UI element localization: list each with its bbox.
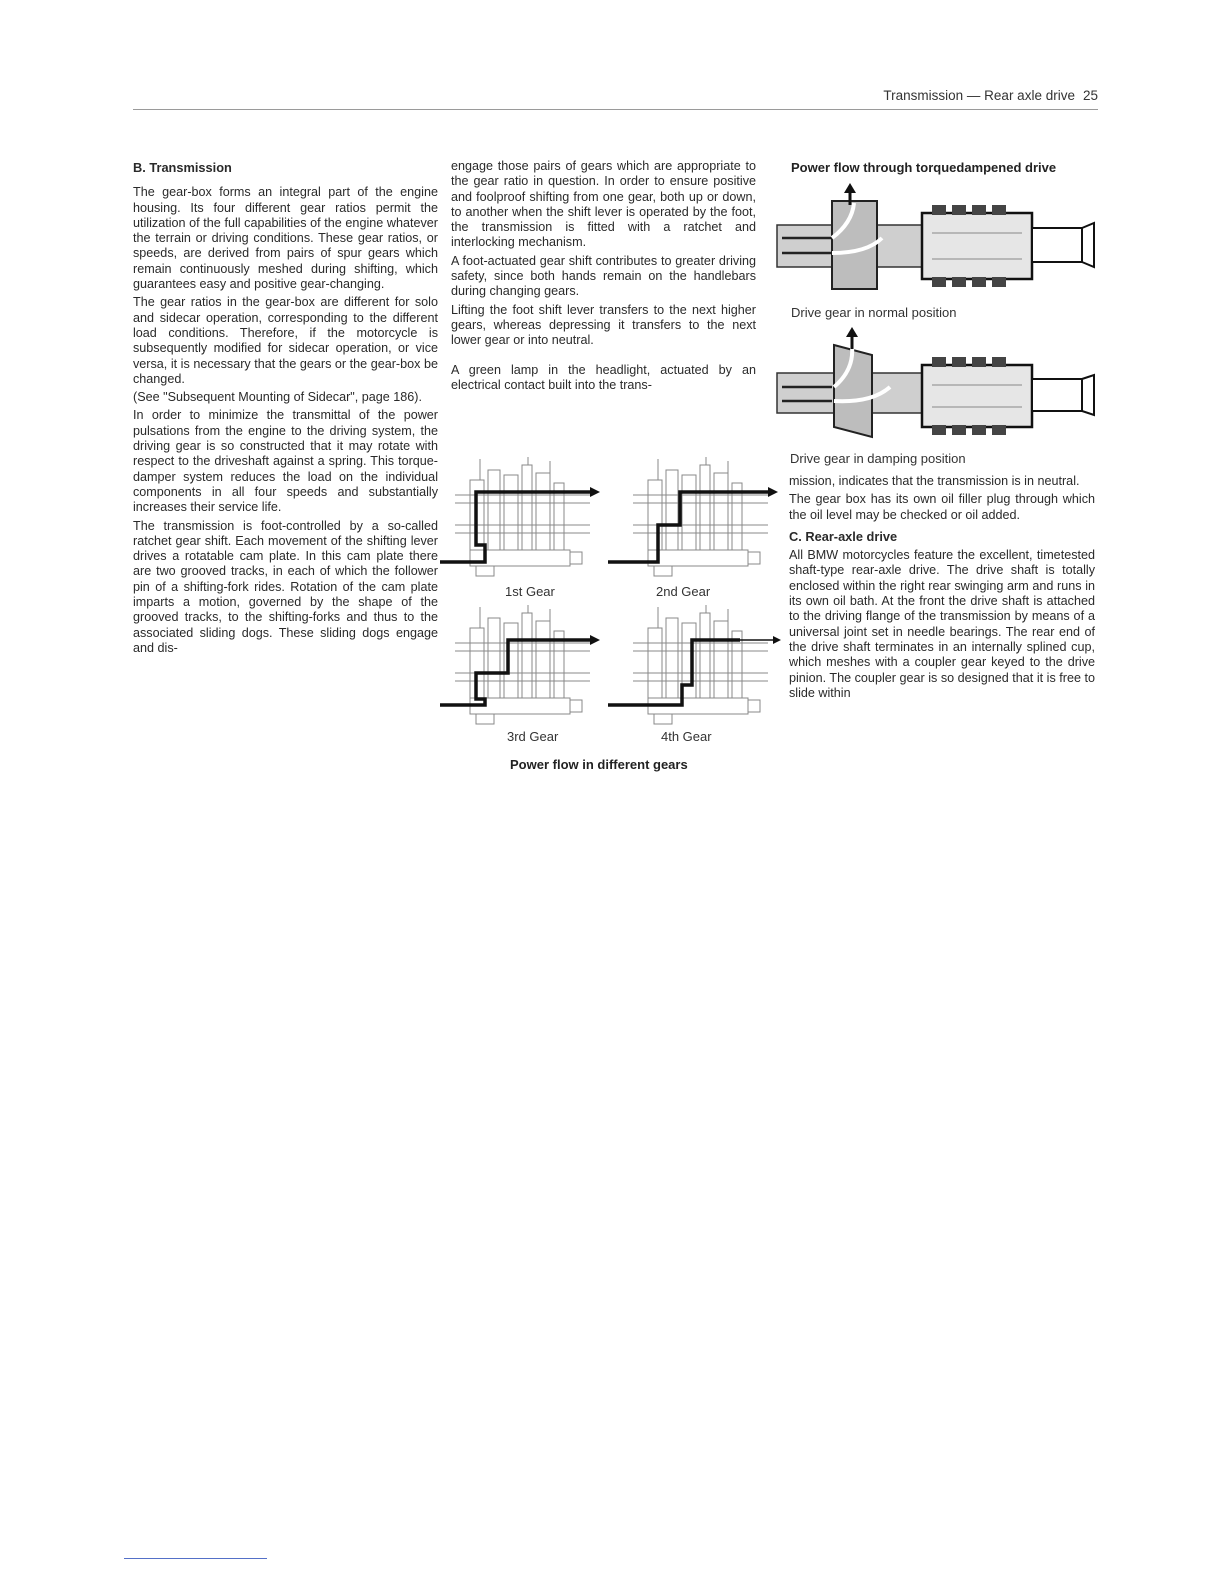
column-3 <box>789 474 1095 704</box>
gear-1-label: 1st Gear <box>505 584 555 599</box>
drive-normal-caption: Drive gear in normal position <box>791 305 957 320</box>
column-2 <box>451 159 756 396</box>
column-3-paragraph-3: All BMW motorcycles feature the excellent, timetested shaft-type rear-axle drive. The drive shaft is totally enclosed within the right rear swinging arm and runs in its own oil bath. At the front the drive shaft is attached to the driving flange of the transmission by means of a universal joint set in needle bearings. The rear end of the drive shaft terminates in an internally splined cup, which meshes with a coupler gear keyed to the drive pinion. The coupler gear is so designed that it is free to slide within <box>789 548 1095 700</box>
section-c-heading: C. Rear-axle drive <box>789 528 898 544</box>
section-b-paragraph-3: (See "Subsequent Mounting of Sidecar", page 186). <box>133 390 422 405</box>
footnote-rule <box>124 1558 267 1559</box>
section-b-paragraph-1: The gear-box forms an integral part of the engine housing. Its four different gear ratios permit the utilization of the full capabilities of the engine whatever the terrain or driving conditions. These gear ratios, or speeds, are derived from pairs of spur gears which remain continuously meshed during shifting, which guarantees easy and positive gear-changing. <box>133 185 438 292</box>
gear-2-diagram <box>608 457 778 576</box>
gear-4-diagram <box>608 605 781 724</box>
gear-3-label: 3rd Gear <box>507 729 559 744</box>
section-b-heading: B. Transmission <box>133 160 232 175</box>
gear-3-diagram <box>440 605 600 724</box>
drive-damping-caption: Drive gear in damping position <box>790 451 966 466</box>
drive-normal-diagram <box>772 183 1102 298</box>
column-3-paragraph-2: The gear box has its own oil filler plug through which the oil level may be checked or oil added. <box>789 492 1095 522</box>
running-head <box>700 88 1098 103</box>
column-1 <box>133 160 438 659</box>
header-divider <box>133 109 1098 110</box>
column-2-paragraph-2: A foot-actuated gear shift contributes to greater driving safety, since both hands remain on the handlebars during changing gears. <box>451 253 756 299</box>
gears-figure-caption: Power flow in different gears <box>510 757 688 772</box>
gears-figure <box>440 455 785 755</box>
section-b-paragraph-4: In order to minimize the transmittal of the power pulsations from the engine to the driving system, the driving gear is so constructed that it may rotate with respect to the driveshaft against a spring. This torque-damper system reduces the load on the individual components in all four speeds and substantially increases their service life. <box>133 408 438 515</box>
column-2-paragraph-3: Lifting the foot shift lever transfers to the next higher gears, whereas depressing it transfers to the next lower gear or into neutral. <box>451 302 756 348</box>
section-b-paragraph-2: The gear ratios in the gear-box are different for solo and sidecar operation, corresponding to the different load conditions. Therefore, if the motorcycle is subsequently modified for sidecar operation, or vice versa, it is necessary that the gears or the gear-box be changed. <box>133 295 438 386</box>
gear-4-label: 4th Gear <box>661 729 712 744</box>
gear-1-diagram <box>440 457 600 576</box>
column-2-paragraph-4: A green lamp in the headlight, actuated by an electrical contact built into the trans- <box>451 362 756 392</box>
drive-damping-diagram <box>772 325 1102 445</box>
section-b-paragraph-5: The transmission is foot-controlled by a so-called ratchet gear shift. Each movement of the shifting lever drives a rotatable cam plate. In this cam plate there are two grooved tracks, in each of which the follower pin of a shifting-fork rides. Rotation of the cam plate imparts a motion, governed by the shape of the grooved tracks, to the shifting-forks and thus to the associated sliding dogs. These sliding dogs engage and dis- <box>133 518 438 655</box>
column-3-paragraph-1: mission, indicates that the transmission is in neutral. <box>789 474 1080 488</box>
drive-damping-illustration <box>772 325 1102 445</box>
gear-2-label: 2nd Gear <box>656 584 711 599</box>
column-2-paragraph-1: engage those pairs of gears which are appropriate to the gear ratio in question. In order to ensure positive and foolproof shifting from one gear, both up or down, to another when the shift lever is operated by the foot, the transmission is fitted with a ratchet and interlocking mechanism. <box>451 159 756 250</box>
gears-figure-illustration <box>440 455 785 755</box>
page-number: 25 <box>1082 88 1098 103</box>
drive-normal-illustration <box>772 183 1102 298</box>
running-title: Transmission — Rear axle drive <box>883 88 1075 103</box>
drive-figure-title: Power flow through torquedampened drive <box>791 160 1057 175</box>
